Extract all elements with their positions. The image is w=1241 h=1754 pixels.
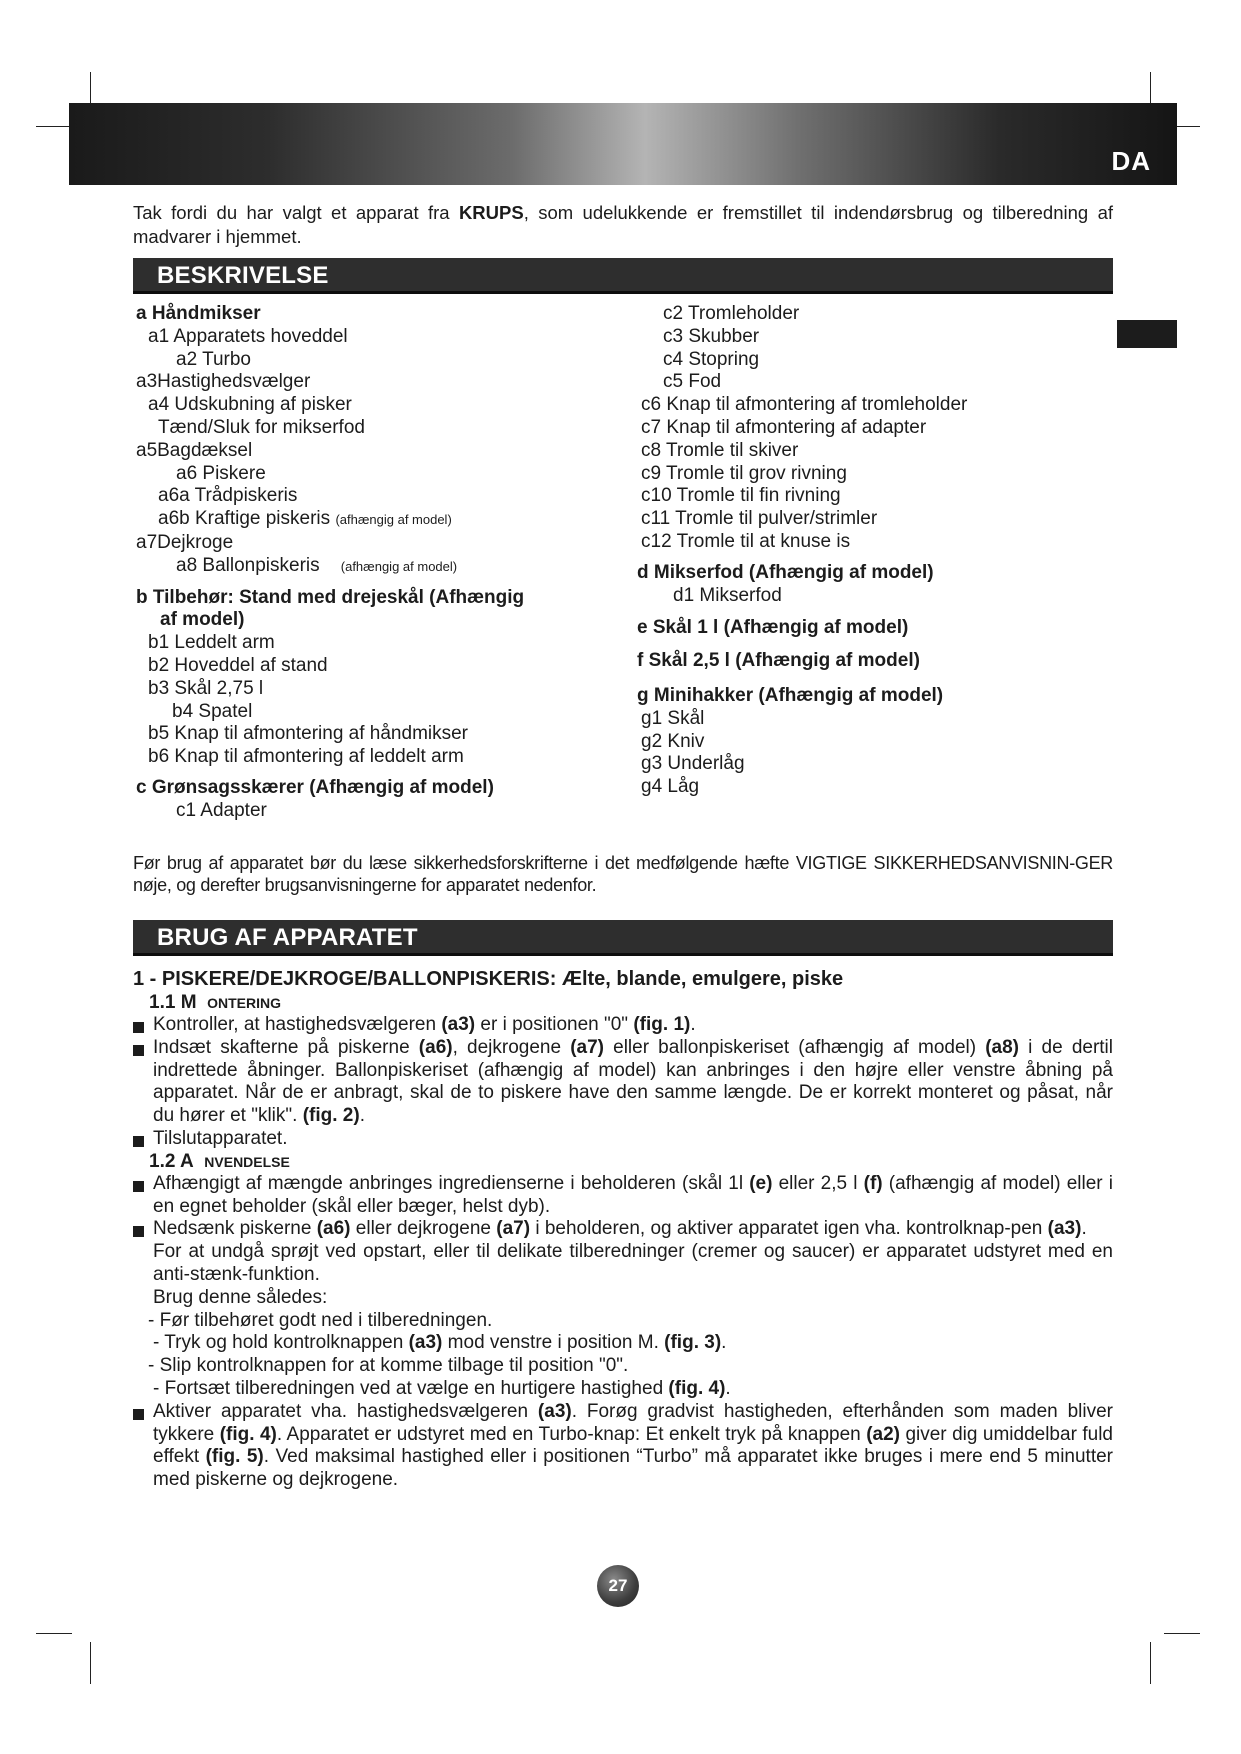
part-item: b4 Spatel <box>172 700 253 722</box>
bullet-item: Tilslutapparatet. <box>133 1128 1113 1151</box>
crop-mark <box>36 126 72 127</box>
safety-note: Før brug af apparatet bør du læse sikkerhedsforskrifterne i det medfølgende hæfte VIGTIGE SIKKERHEDSANVISNIN-GER nøje, og derefter brugsanvisningerne for apparatet nedenfor. <box>133 853 1113 895</box>
bullet-item: Afhængigt af mængde anbringes ingredienserne i beholderen (skål 1l (e) eller 2,5 l (f) (afhængig af model) eller i en egnet beholder (skål eller bæger, helst dyb). <box>133 1173 1113 1219</box>
subheading-usage: 1.2 A NVENDELSE <box>149 1150 290 1172</box>
part-item: a2 Turbo <box>176 348 251 370</box>
part-group-f: f Skål 2,5 l (Afhængig af model) <box>637 650 920 672</box>
part-item: c4 Stopring <box>663 348 760 370</box>
part-item: c1 Adapter <box>176 799 267 821</box>
part-item: a8 Ballonpiskeris (afhængig af model) <box>176 554 458 576</box>
crop-mark <box>36 1633 72 1634</box>
parts-list-left <box>136 303 524 823</box>
language-code: DA <box>1111 146 1151 176</box>
part-group-a: a Håndmikser <box>136 303 261 324</box>
part-item: c5 Fod <box>663 371 722 393</box>
subheading-mounting: 1.1 M ONTERING <box>149 992 281 1013</box>
part-item: c10 Tromle til fin rivning <box>641 485 841 507</box>
brand-name: KRUPS <box>458 202 524 223</box>
part-item: c9 Tromle til grov rivning <box>641 462 847 484</box>
part-group-c: c Grønsagsskærer (Afhængig af model) <box>136 776 494 798</box>
part-item: a6a Trådpiskeris <box>158 485 298 507</box>
page-number: 27 <box>597 1565 639 1607</box>
part-item: c2 Tromleholder <box>663 303 800 324</box>
bullet-item: Nedsænk piskerne (a6) eller dejkrogene (a7) i beholderen, og aktiver apparatet igen vha. kontrolknap-pen (a3). <box>133 1218 1113 1241</box>
crop-mark <box>1164 1633 1200 1634</box>
usage-instructions <box>133 966 1113 1492</box>
part-item: Tænd/Sluk for mikserfod <box>158 416 365 438</box>
dash-item: - Før tilbehøret godt ned i tilberedningen. <box>148 1309 493 1331</box>
part-group-b: b Tilbehør: Stand med drejeskål (Afhængig <box>136 586 525 608</box>
part-group-e: e Skål 1 l (Afhængig af model) <box>637 617 909 639</box>
crop-mark <box>1150 1642 1151 1684</box>
part-group-d: d Mikserfod (Afhængig af model) <box>637 561 934 583</box>
part-item: c7 Knap til afmontering af adapter <box>641 416 927 438</box>
part-item: g2 Kniv <box>641 730 705 752</box>
part-item: a6 Piskere <box>176 462 266 484</box>
part-item: a1 Apparatets hoveddel <box>148 325 348 347</box>
usage-heading: 1 - PISKERE/DEJKROGE/BALLONPISKERIS: Ælte, blande, emulgere, piske <box>133 968 844 990</box>
paragraph: Brug denne således: <box>153 1286 328 1308</box>
header-band <box>69 103 1177 185</box>
part-item: g4 Låg <box>641 776 700 798</box>
part-item: a4 Udskubning af pisker <box>148 394 352 416</box>
part-group-g: g Minihakker (Afhængig af model) <box>637 684 944 706</box>
part-item: a5Bagdæksel <box>136 439 253 461</box>
part-item: c3 Skubber <box>663 325 760 347</box>
part-item: b5 Knap til afmontering af håndmikser <box>148 723 469 745</box>
part-group-b-cont: af model) <box>160 609 245 631</box>
part-item: a3Hastighedsvælger <box>136 371 311 393</box>
part-item: b6 Knap til afmontering af leddelt arm <box>148 746 464 768</box>
bullet-item: Kontroller, at hastighedsvælgeren (a3) er i positionen "0" (fig. 1). <box>133 1014 1113 1037</box>
part-item: b3 Skål 2,75 l <box>148 677 264 699</box>
intro-paragraph: Tak fordi du har valgt et apparat fra KRUPS, som udelukkende er fremstillet til indendørsbrug og tilberedning af madvarer i hjemmet. <box>133 202 1113 247</box>
part-item: a6b Kraftige piskeris (afhængig af model) <box>158 508 452 530</box>
parts-list-right <box>637 303 967 799</box>
section-title-description: BESKRIVELSE <box>133 258 1113 294</box>
dash-item: - Slip kontrolknappen for at komme tilbage til position "0". <box>148 1355 629 1377</box>
side-tab-marker <box>1117 320 1177 348</box>
part-item: c6 Knap til afmontering af tromleholder <box>641 394 968 416</box>
part-item: b2 Hoveddel af stand <box>148 654 328 676</box>
dash-item: - Tryk og hold kontrolknappen (a3) mod venstre i position M. (fig. 3). <box>153 1332 727 1354</box>
part-item: c11 Tromle til pulver/strimler <box>641 508 878 530</box>
part-item: c8 Tromle til skiver <box>641 439 799 461</box>
paragraph: For at undgå sprøjt ved opstart, eller til delikate tilberedninger (cremer og saucer) er apparatet udstyret med en anti-stænk-funktion. <box>153 1241 1113 1285</box>
part-item: c12 Tromle til at knuse is <box>641 530 851 552</box>
part-item: d1 Mikserfod <box>673 584 782 606</box>
section-title-usage: BRUG AF APPARATET <box>133 920 1113 956</box>
part-item: g3 Underlåg <box>641 753 745 775</box>
part-item: a7Dejkroge <box>136 531 234 553</box>
bullet-item: Aktiver apparatet vha. hastighedsvælgeren (a3). Forøg gradvist hastigheden, efterhånden som maden bliver tykkere (fig. 4). Apparatet er udstyret med en Turbo-knap: Et enkelt tryk på knappen (a2) giver dig umiddelbar fuld effekt (fig. 5). Ved maksimal hastighed eller i positionen “Turbo” må apparatet ikke bruges i mere end 5 minutter med piskerne og dejkrogene. <box>133 1401 1113 1492</box>
bullet-item: Indsæt skafterne på piskerne (a6), dejkrogene (a7) eller ballonpiskeriset (afhængig af model) (a8) i de dertil indrettede åbninger. Ballonpiskeriset (afhængig af model) kan anbringes i den højre eller venstre åbning på apparatet. Når de er anbragt, skal de to piskere have den samme længde. De er korrekt monteret og påsat, når du hører et "klik". (fig. 2). <box>133 1037 1113 1128</box>
crop-mark <box>90 1642 91 1684</box>
dash-item: - Fortsæt tilberedningen ved at vælge en hurtigere hastighed (fig. 4). <box>153 1377 731 1399</box>
part-item: b1 Leddelt arm <box>148 632 275 654</box>
part-item: g1 Skål <box>641 707 705 729</box>
